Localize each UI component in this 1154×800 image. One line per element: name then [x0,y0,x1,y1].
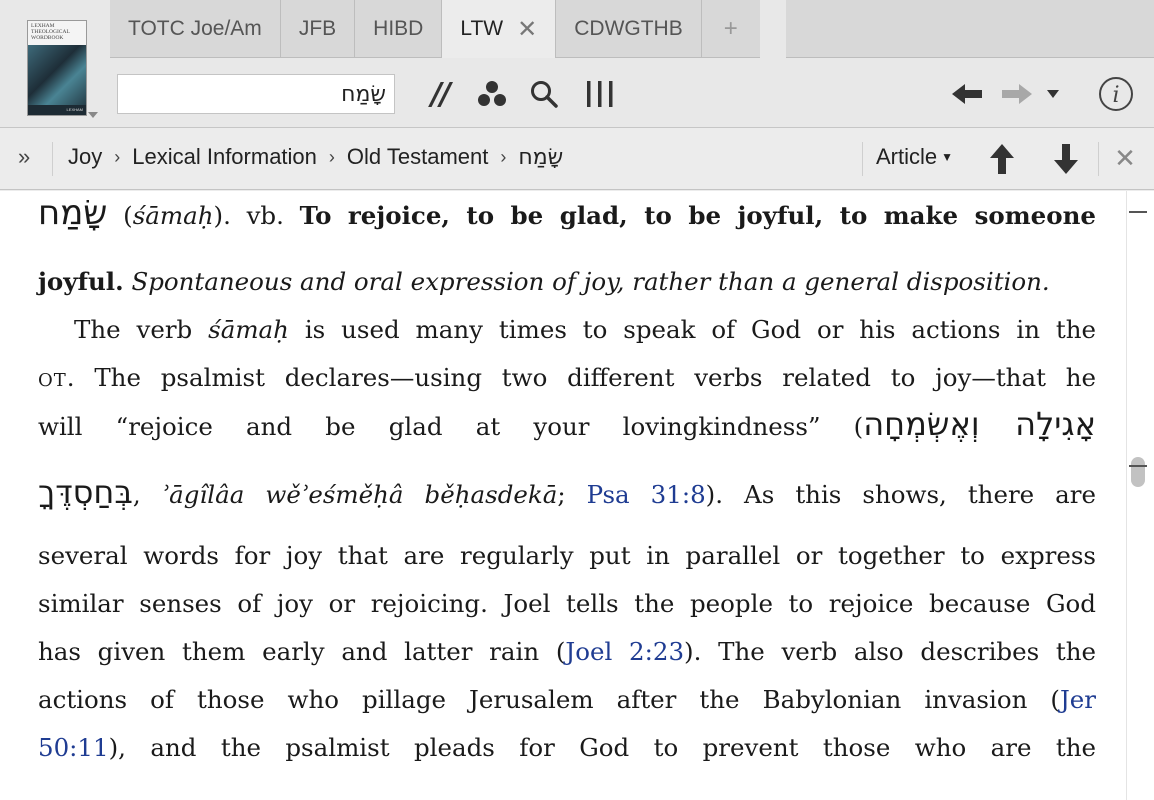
back-arrow-icon [952,83,984,105]
scroll-marker [1129,211,1147,213]
back-button[interactable] [948,72,988,116]
text: ). The verb also describes the [684,637,1097,666]
previous-article-button[interactable] [986,140,1018,178]
tab-jfb[interactable] [281,0,355,58]
arrow-down-icon [1050,140,1082,178]
article-line [38,405,1096,443]
breadcrumb-item-joy[interactable]: Joy [68,144,103,169]
breadcrumb-expand-button[interactable]: » [18,144,31,169]
tab-ltw[interactable] [442,0,556,58]
parallel-resources-button[interactable] [422,72,458,116]
article-line [38,193,1096,233]
article-line [38,541,1096,570]
tab-totc[interactable] [110,0,281,58]
vertical-scrollbar[interactable] [1126,191,1154,800]
text: ( [107,201,133,230]
article-menu-button[interactable] [876,144,953,170]
article-menu-label: Article [876,144,938,169]
text: . The psalmist declares—using two different verbs related to joy—that he [66,363,1096,392]
text: , [132,480,162,509]
next-article-button[interactable] [1050,140,1082,178]
divider [1098,142,1099,176]
tab-label: CDWGTHB [574,16,683,40]
tab-label: HIBD [373,16,424,40]
breadcrumb-item-headword[interactable]: שָׂמַח [518,144,564,170]
chevron-down-icon: ▼ [941,150,954,164]
tab-strip-filler [786,0,1154,58]
tab-hibd[interactable] [355,0,442,58]
add-tab-button[interactable]: + [702,0,760,58]
text: ), and the psalmist pleads for God to prevent those who are the [108,733,1096,762]
transliteration: śāmaḥ [208,315,289,344]
article-line [38,589,1096,618]
parallel-resources-icon: // [431,76,449,112]
scripture-link[interactable]: 50:11 [38,733,109,762]
reference-input[interactable] [117,74,395,114]
abbreviation: OT [38,370,67,391]
text: has given them early and latter rain ( [38,637,566,666]
text: several words for joy that are regularly put in parallel or together to express [38,541,1096,570]
tab-strip [110,0,760,58]
article-line [38,685,1096,714]
scripture-link[interactable]: Jer [1059,685,1096,714]
headword-transliteration: śāmaḥ [132,201,214,230]
article-line [38,315,1096,344]
arrow-up-icon [986,140,1018,178]
divider [862,142,863,176]
close-tab-icon[interactable]: ✕ [517,15,538,43]
about-button[interactable] [1094,72,1138,116]
article-line [38,733,1096,762]
text: actions of those who pillage Jerusalem after the Babylonian invasion ( [38,685,1060,714]
sense-description: Spontaneous and oral expression of joy, rather than a general disposition. [131,267,1050,296]
breadcrumb-bar [0,128,1154,190]
article-line [38,637,1096,666]
book-cover-button[interactable] [24,14,92,122]
resource-header [0,0,1154,128]
text: ). As this shows, there are [705,480,1096,509]
transliteration: ʾāgîlâa wěʾeśměḥâ běḥasdekā [161,480,558,509]
information-button[interactable] [470,72,514,116]
tab-label: TOTC Joe/Am [128,16,262,40]
chevron-right-icon: › [500,146,507,167]
columns-icon [584,79,616,109]
breadcrumb-item-lexical-information[interactable]: Lexical Information [132,144,317,169]
information-icon [476,80,508,108]
divider [52,142,53,176]
gloss: To rejoice, to be glad, to be joyful, to make someone [299,201,1096,230]
search-icon [529,79,559,109]
hebrew-quote: אָגִילָה וְאֶשְׂמְחָה [863,405,1096,443]
cover-dropdown-icon [88,112,98,118]
tab-label: LTW [460,17,504,40]
breadcrumb-item-old-testament[interactable]: Old Testament [346,144,489,169]
scroll-marker [1129,465,1147,467]
hebrew-quote: בְּחַסְדֶּךָ [38,473,133,511]
forward-arrow-icon [1000,83,1032,105]
search-button[interactable] [524,72,564,116]
text: The verb [74,315,209,344]
forward-button[interactable] [996,72,1036,116]
scripture-link[interactable]: Joel 2:23 [565,637,685,666]
article-line [38,363,1096,392]
chevron-right-icon: › [114,146,121,167]
breadcrumb [68,144,563,170]
article-line [38,267,1050,296]
tab-label: JFB [298,16,337,40]
cover-publisher: LEXHAM [28,105,86,115]
gloss: joyful. [38,267,124,296]
cover-title: LEXHAM THEOLOGICAL WORDBOOK [31,23,70,41]
article-line [38,473,1096,511]
text: will “rejoice and be glad at your lovingkindness” ( [38,412,864,441]
history-dropdown-button[interactable] [1040,72,1066,116]
svg-text:i: i [1112,83,1120,108]
chevron-right-icon: › [328,146,335,167]
columns-button[interactable] [580,72,620,116]
scroll-thumb[interactable] [1131,457,1145,487]
history-dropdown-icon [1047,90,1059,98]
part-of-speech: ). vb. [213,201,284,230]
tab-cdwgthb[interactable] [556,0,702,58]
text: ; [557,480,587,509]
article-pane[interactable] [0,191,1126,800]
book-cover [27,20,87,116]
about-icon [1097,75,1135,113]
text: is used many times to speak of God or his actions in the [288,315,1096,344]
close-icon[interactable]: ✕ [1114,142,1136,173]
scripture-link[interactable]: Psa 31:8 [586,480,706,509]
text: similar senses of joy or rejoicing. Joel tells the people to rejoice because God [38,589,1096,618]
headword-hebrew: שָׂמַח [38,193,108,233]
